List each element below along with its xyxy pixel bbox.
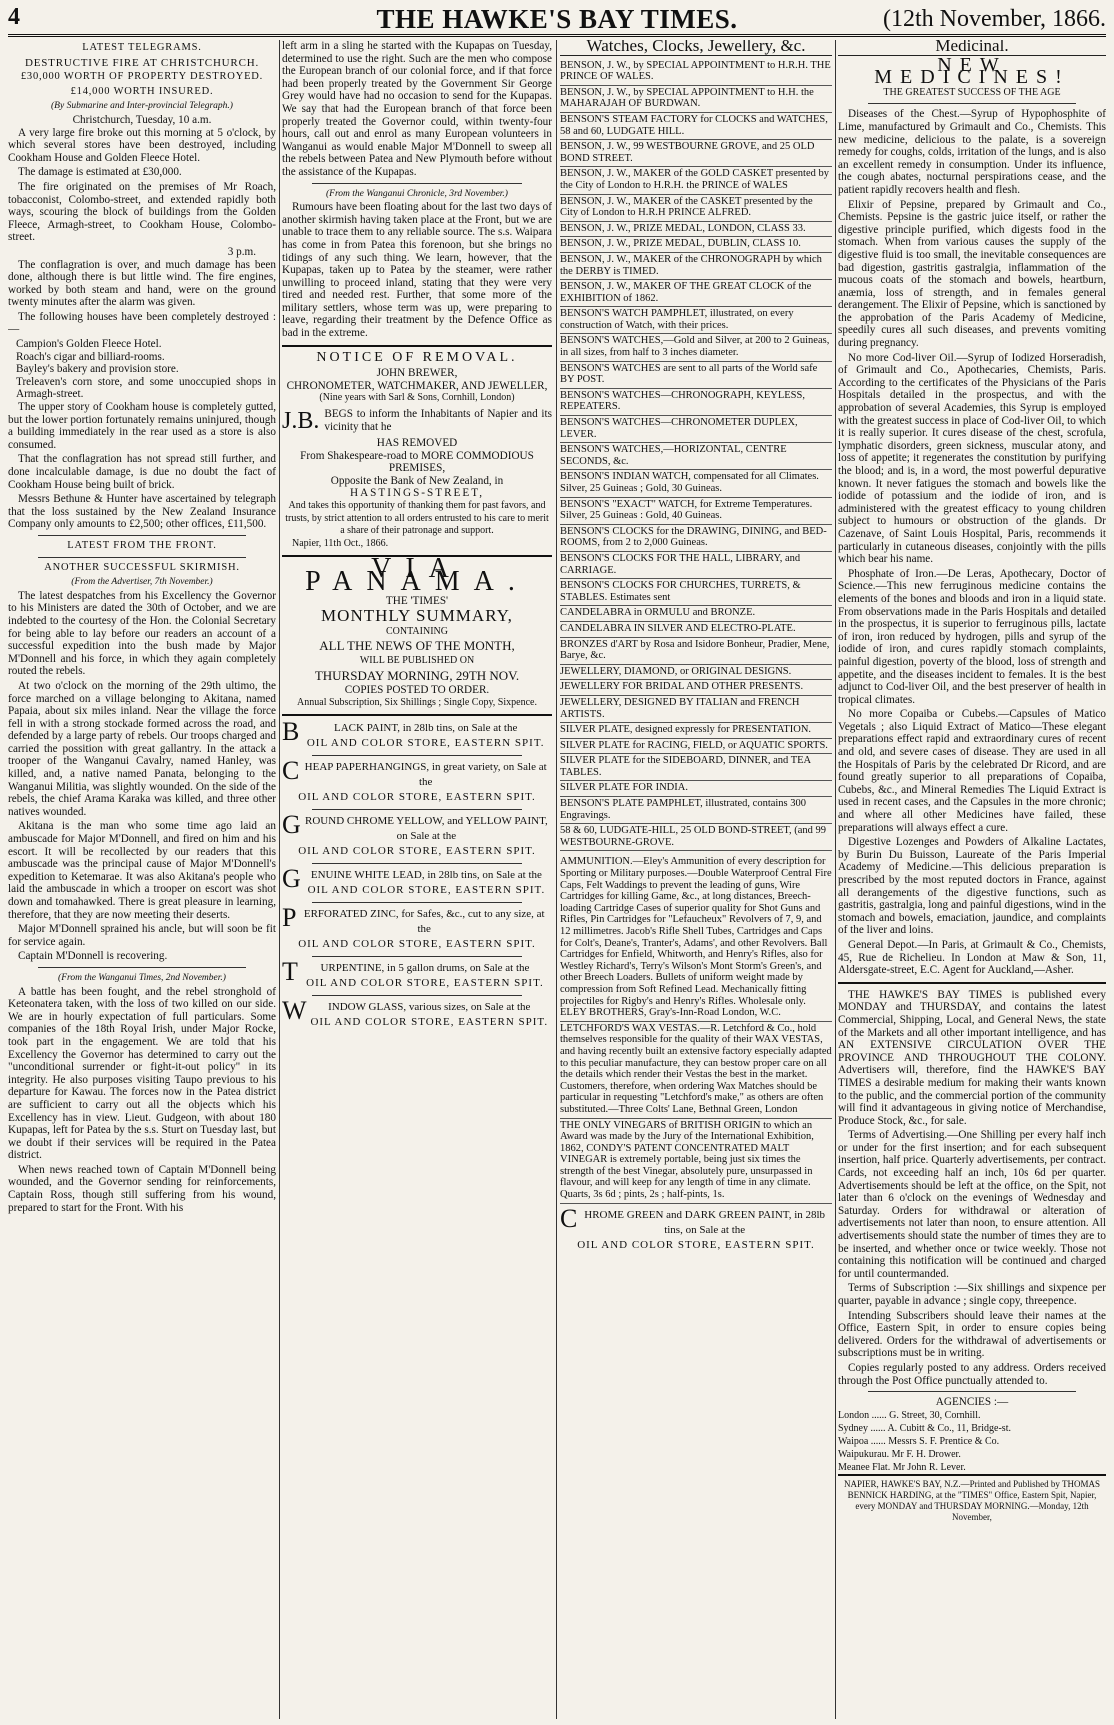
latest-telegrams-heading: LATEST TELEGRAMS. [82,42,202,53]
skirmish-title: ANOTHER SUCCESSFUL SKIRMISH. [44,561,240,573]
terms-paragraph: THE HAWKE'S BAY TIMES is published every MONDAY and THURSDAY, and contains the latest Commercial, Shipping, Local, and General News, the state of the Markets and all other important intelligence, and has AN EXTENSIVE CIRCULATION OVER THE PROVINCE AND THROUGHOUT THE COLONY. Advertisers will, therefore, find the HAWKE'S BAY TIMES a desirable medium for making their wants known to the public, and the commercial portion of the community will find it advantageous in giving notice of Merchandise, Produce Stock, &c., for sale. [838,988,1106,1127]
column-divider [835,40,836,1719]
new-medicines: NEW MEDICINES! [874,53,1070,89]
skirmish-source: (From the Advertiser, 7th November.) [71,577,213,588]
benson-ad: BENSON'S CLOCKS FOR CHURCHES, TURRETS, & STABLES. Estimates sent [560,579,832,606]
wanganui-source: (From the Wanganui Times, 2nd November.) [58,972,226,983]
terms-paragraph: Copies regularly posted to any address. Orders received through the Post Office punctually attended to. [838,1361,1106,1387]
article-paragraph: The fire originated on the premises of Mr Roach, tobacconist, Colombo-street, and extended rapidly both ways, scouring the block of buildings from the Golden Fleece, Armagh-street, to Cookham House, Colombo-street. [8,180,276,244]
medicine-paragraph: Elixir of Pepsine, prepared by Grimault and Co., Chemists. Pepsine is the gastric juice itself, or rather the digestive principle purified, which digests food in the stomach. When from various causes the supply of the digestive fluid is too small, the inevitable consequences are bad digestion, gastritis gastralgia, inflammation of the mucous coats of the stomach and bowels, heartburn, anæmia, loss of strength, and in females general derangement. The Elixir of Pepsine, which is sanctioned by the approbation of the Paris Academy of Medicine, speedily cures all such diseases, and prevents vomiting during pregnancy. [838,198,1106,350]
benson-ad: SILVER PLATE for the SIDEBOARD, DINNER, and TEA TABLES. [560,754,832,781]
article-paragraph: The latest despatches from his Excellency the Governor to his Ministers are dated the 30th of October, and we are indebted to the courtesy of the Hon. the Colonial Secretary for being able to lay before our readers an account of a successful expedition into the bush made by Major M'Donnell and his force, in which they again completely routed the rebels. [8,589,276,678]
benson-ad: BENSON, J. W., MAKER of the GOLD CASKET presented by the City of London to H.R.H. the PRINCE of WALES [560,167,832,194]
article-paragraph: Akitana is the man who some time ago laid an ambuscade for Major M'Donnell, and fired on him and his escort. It will be recollected by our readers that this ambuscade was the principal cause of Major M'Donnell's expedition to Ketemarae. It was also Akitana's people who laid the ambuscade in which a trooper on escort was shot down and tomahawked. There is great pleasure in learning, therefore, that they are now meeting their deserts. [8,820,276,921]
masthead-rule [8,34,1106,37]
benson-ad: BENSON'S CLOCKS for the DRAWING, DINING, and BED-ROOMS, from 2 to 2,000 Guineas. [560,525,832,552]
store-name: OIL AND COLOR STORE, EASTERN SPIT. [307,884,546,897]
article-paragraph: When news reached town of Captain M'Donnell being wounded, and the Governor sending for reinforcements, Captain Ross, though still suffering from his wound, prepared to start for the Front. With his [8,1163,276,1214]
fire-subhead: £30,000 WORTH OF PROPERTY DESTROYED. [20,71,264,83]
removal-notice [282,349,552,551]
agencies-heading: AGENCIES :— [935,1396,1009,1409]
front-heading: LATEST FROM THE FRONT. [67,539,217,551]
store-ad [282,756,552,805]
drop-cap: G [282,810,301,840]
column-notices [282,40,552,1719]
medicine-paragraph: No more Cod-liver Oil.—Syrup of Iodized Horseradish, of Grimault and Co., Apothecaries, Chemists, Paris. According to the certificates of the Physicians of the Paris Hospitals detailed in the prospectus, and with the approbation of several Academies, this Syrup is employed with the greatest success in place of Cod-liver Oil, to which it is really superior. It cures disease of the chest, scrofula, lymphatic disorders, green sickness, muscular atony, and loss of appetite; it regenerates the constitution by purifying the blood; and is, in a word, the most powerful depurative known. It never fatigues the stomach and bowels like the iodide of potassium and the iodide of iron, and is administered with the greatest efficacy to young children subject to humours or obstruction of the glands. Dr Cazenave, of Saint Louis Hospital, Paris, recommends it particularly in cutaneous diseases, conjointly with the pills which bear his name. [838,351,1106,566]
vinegars-ad: THE ONLY VINEGARS of BRITISH ORIGIN to which an Award was made by the Jury of the International Exhibition, 1862, CONDY'S PATENT CONCENTRATED MALT VINEGAR is extremely portable, being just six times the strength of the best Vinegar, absolutely pure, unsurpassed in flavour, and will keep for any length of time in any climate. Quarts, 3s 6d ; pints, 2s ; half-pints, 1s. [560,1119,832,1204]
terms-paragraph: Intending Subscribers should leave their names at the Office, Eastern Spit, in order to ensure copies being delivered. Orders for the withdrawal of advertisements or subscriptions must be in writing. [838,1309,1106,1360]
benson-ad: BENSON, J. W., MAKER of the CASKET presented by the City of London to H.R.H PRINCE ALFRED. [560,195,832,222]
copies-posted: COPIES POSTED TO ORDER. [344,684,490,697]
newspaper-title: THE HAWKE'S BAY TIMES. [376,4,738,34]
benson-ad: BENSON, J. W., by SPECIAL APPOINTMENT to H.H. the MAHARAJAH OF BURDWAN. [560,86,832,113]
agency-item: Meanee Flat. Mr John R. Lever. [838,1461,966,1473]
benson-ad: 58 & 60, LUDGATE-HILL, 25 OLD BOND-STREET, (and 99 WESTBOURNE-GROVE. [560,824,832,851]
benson-ads [560,59,832,852]
list-item: Treleaven's corn store, and some unoccupied shops in Armagh-street. [16,375,276,401]
agencies-list [838,1409,1106,1474]
list-item: Campion's Golden Fleece Hotel. [16,338,162,351]
removal-opposite: Opposite the Bank of New Zealand, in [330,474,504,487]
agency-item: Waipoa ...... Messrs S. F. Prentice & Co. [838,1435,1000,1447]
divider [38,557,246,558]
store-name: OIL AND COLOR STORE, EASTERN SPIT. [577,1238,815,1251]
medicine-paragraphs [838,108,1106,976]
thursday-morning: THURSDAY MORNING, 29TH NOV. [314,667,520,683]
benson-ad: BENSON, J. W., 99 WESTBOURNE GROVE, and 25 OLD BOND STREET. [560,140,832,167]
monthly-summary: MONTHLY SUMMARY, [321,606,513,626]
store-ad [282,717,552,751]
benson-ad: CANDELABRA IN SILVER AND ELECTRO-PLATE. [560,622,832,638]
drop-cap: T [282,957,298,987]
article-paragraph: left arm in a sling he started with the Kupapas on Tuesday, determined to use the right. Such are the men who compose the European branch of our colonial force, and if that force had been properly treated by the Government Sir George Grey would have had no occasion to send for the Kupapas. We say that had the European branch of that force been properly treated the Governor could, within twenty-four hours, call out and enrol as many European volunteers in Wanganui as would enable Major M'Donnell to sweep all the rebels between Patea and New Plymouth before without the assistance of the Kupapas. [282,40,552,178]
article-paragraph: Rumours have been floating about for the last two days of another skirmish having taken place at the Front, but we are unable to trace them to any reliable source. The s.s. Waipara has come in from Patea this forenoon, but she brings no tidings of any such thing. We learn, however, that the Kupapas, taken up to Patea by the steamer, were rather unwilling to proceed inland, stating that they were very tired and needed rest. Further, that some more of the military settlers, whose term was up, were preparing to leave, regarding their treatment by the Defence Office as bad in the extreme. [282,201,552,340]
watches-section-title: Watches, Clocks, Jewellery, &c. [560,40,832,56]
benson-ad: BENSON'S WATCHES—CHRONOMETER DUPLEX, LEVER. [560,416,832,443]
removal-thanks: And takes this opportunity of thanking them for past favors, and trusts, by strict attention to all orders entrusted to his care to merit a share of their patronage and support. [285,500,549,537]
article-paragraph: The following houses have been completely destroyed :— [8,310,276,336]
store-name: OIL AND COLOR STORE, EASTERN SPIT. [298,845,536,858]
benson-ad: SILVER PLATE for RACING, FIELD, or AQUATIC SPORTS. [560,739,832,755]
drop-cap: G [282,864,301,894]
benson-ad: BENSON'S "EXACT" WATCH, for Extreme Temperatures. Silver, 25 Guineas : Gold, 40 Guineas. [560,498,832,525]
medicine-paragraph: Diseases of the Chest.—Syrup of Hypophosphite of Lime, manufactured by Grimault and Co., Chemists. This new medicine, delicious to the palate, is a sovereign remedy for coughs, colds, irritation of the lungs, and is also an excellent remedy in consumption. Under its influence, the cough abates, nocturnal perspirations cease, and the patient rapidly recovers health and flesh. [838,108,1106,196]
divider [312,809,522,810]
removal-name: JOHN BREWER, [376,367,458,380]
column-watches [560,40,832,1719]
divider [38,967,246,968]
benson-ad: BENSON'S WATCHES—CHRONOGRAPH, KEYLESS, REPEATERS. [560,389,832,416]
published: WILL BE PUBLISHED ON [359,654,475,666]
issue-date: (12th November, 1866. [883,6,1106,32]
fire-source: (By Submarine and Inter-provincial Telegraph.) [51,101,233,112]
column-divider [556,40,557,1719]
ad-text: HROME GREEN and DARK GREEN PAINT, in 28lb tins, on Sale at the [584,1208,826,1236]
medicine-paragraph: Phosphate of Iron.—De Leras, Apothecary, Doctor of Science.—This new ferruginous medicine contains the elements of the bones and bloods and iron in a liquid state. From observations made in the Paris Hospitals and detailed in the prospectus, it is superior to ferruginous pills, lactate of iron, iron reduced by hydrogen, pills and syrup of the iodide of iron, and cures rapidly stomach complaints, painful digestion, poverty of the blood, loss of strength and appetite, and the diseases incident to females. It is the best adjunct to Cod-liver Oil, and the best preserver of health in tropical climates. [838,567,1106,706]
store-ad [282,810,552,859]
article-paragraph: The upper story of Cookham house is completely gutted, but the lower portion fortunately remains uninjured, though a building immediately in the rear used as a store is also consumed. [8,401,276,451]
drop-cap: C [282,756,300,786]
store-name: OIL AND COLOR STORE, EASTERN SPIT. [306,977,544,990]
drop-cap: W [282,996,307,1026]
store-ad [282,996,552,1030]
all-news: ALL THE NEWS OF THE MONTH, [319,638,515,654]
divider [312,995,522,996]
masthead [0,4,1114,34]
greatest-success: THE GREATEST SUCCESS OF THE AGE [883,86,1061,98]
benson-ad: JEWELLERY, DIAMOND, or ORIGINAL DESIGNS. [560,665,832,681]
divider [868,1391,1076,1392]
article-paragraph: Captain M'Donnell is recovering. [18,950,168,963]
ad-text: ERFORATED ZINC, for Safes, &c., cut to any size, at the [303,908,545,936]
via-panama: VIA PANAMA. [305,553,529,597]
article-paragraph: At two o'clock on the morning of the 29th ultimo, the force marched on a village belonging to Akitana, named Papaia, about six miles inland. Near the village the force fell in with a strong stockade formed across the road, and defended by a large party of rebels. Our troops charged and carried the possition with great gallantry. In the attack a trooper of the Wanganui Cavalry, named Hanley, was killed, and, a native named Panata, belonging to the Wanganui Militia, was slightly wounded. On the side of the rebels, the chief Arama Karaka was killed, and three other natives wounded. [8,679,276,818]
removal-date: Napier, 11th Oct., 1866. [292,537,389,549]
terms-paragraph: Terms of Subscription :—Six shillings and sixpence per quarter, payable in advance ; single copy, threepence. [838,1282,1106,1307]
benson-ad: BENSON'S STEAM FACTORY for CLOCKS and WATCHES, 58 and 60, LUDGATE HILL. [560,113,832,140]
benson-ad: JEWELLERY, DESIGNED BY ITALIAN and FRENCH ARTISTS. [560,696,832,723]
fire-dateline: Christchurch, Tuesday, 10 a.m. [72,113,212,126]
store-name: OIL AND COLOR STORE, EASTERN SPIT. [298,938,536,951]
list-item: Bayley's bakery and provision store. [16,363,179,376]
store-ad [282,903,552,952]
ad-text: LACK PAINT, in 28lb tins, on Sale at the [334,722,518,735]
ammunition-ad: AMMUNITION.—Eley's Ammunition of every description for Sporting or Military purposes.—Double Waterproof Central Fire Caps, Felt Waddings to prevent the leading of guns, Wire Cartridges for killing Game, &c., at long distances, Breech-loading Cartridge Cases of superior quality for Shot Guns and Rifles, Pin Cartridges for "Lefaucheux" Revolvers of 7, 9, and 12 millimetres. Jacob's Rifle Shell Tubes, Cartridges and Caps for Colt's, Deane's, Tranter's, Adams', and other Revolvers. Ball Cartridges for Enfield, Whitworth, and Henry's Rifles, also for Westley Richard's, Terry's Wilson's Mont Storm's Green's, and other Breech Loaders. Bullets of uniform weight made by compression from Soft Refined Lead. Mechanically fitting projectiles for Rigby's and Henry's Rifles. Wholesale only. ELEY BROTHERS, Gray's-Inn-Road London, W.C. [560,855,832,1021]
subscription: Annual Subscription, Six Shillings ; Single Copy, Sixpence. [297,696,537,708]
imprint: NAPIER, HAWKE'S BAY, N.Z.—Printed and Published by THOMAS BENNICK HARDING, at the "TIMES" Office, Eastern Spit, Napier, every MONDAY and THURSDAY MORNING.—Monday, 12th November, [838,1474,1106,1523]
page-number: 4 [8,4,20,30]
ad-text: URPENTINE, in 5 gallon drums, on Sale at the [320,962,530,975]
removal-has: HAS REMOVED [376,437,458,450]
ad-text: INDOW GLASS, various sizes, on Sale at the [328,1001,531,1014]
drop-cap: B [282,717,300,747]
store-ad [282,864,552,898]
divider [868,103,1076,104]
drop-cap: P [282,903,297,933]
removal-trade: CHRONOMETER, WATCHMAKER, AND JEWELLER, [286,379,548,392]
agency-item: Sydney ...... A. Cubitt & Co., 11, Bridge-st. [838,1422,1011,1434]
list-item: Roach's cigar and billiard-rooms. [16,350,165,363]
chronicle-source: (From the Wanganui Chronicle, 3rd November.) [326,188,508,199]
divider [312,902,522,903]
article-paragraph: A battle has been fought, and the rebel stronghold of Keteonatera taken, with the loss of two killed on our side. We are in hourly expectation of full particulars. Some companies of the 18th Royal Irish, under Major Rocke, took part in the engagement. We are told that his Excellency the Governor has determined to carry out the "unconditional surrender or fight-it-out policy" in its integrity. He also purposes visiting Taupo previous to his departure for Kawau. The forces now in the Patea district are sufficient to carry out all the objects which his Excellency has in view. Lieut. Gudgeon, with about 180 Kupapas, left for Patea by the s.s. Sturt on Tuesday last, but we doubt if their services will be required in the Patea district. [8,985,276,1162]
divider [312,956,522,957]
benson-ad: CANDELABRA in ORMULU and BRONZE. [560,606,832,622]
article-paragraph: That the conflagration has not spread still further, and done incalculable damage, is due no doubt the fact of Cookham House being built of brick. [8,453,276,491]
article-paragraph: Messrs Bethune & Hunter have ascertained by telegraph that the loss sustained by the New Zealand Insurance Company only amounts to £2,500; other offices, £11,500. [8,493,276,531]
divider [838,982,1106,984]
benson-ad: BENSON, J. W., MAKER OF THE GREAT CLOCK of the EXHIBITION of 1862. [560,280,832,307]
store-name: OIL AND COLOR STORE, EASTERN SPIT. [298,791,536,804]
fire-title: DESTRUCTIVE FIRE AT CHRISTCHURCH. [25,56,259,69]
drop-cap: C [560,1203,578,1233]
store-ad [282,957,552,991]
benson-ad: BENSON'S WATCHES,—HORIZONTAL, CENTRE SECONDS, &c. [560,443,832,470]
medicinal-section-title: Medicinal. [838,40,1106,56]
benson-ad: BENSON'S PLATE PAMPHLET, illustrated, contains 300 Engravings. [560,797,832,824]
column-divider [279,40,280,1719]
vestas-ad: LETCHFORD'S WAX VESTAS.—R. Letchford & Co., hold themselves responsible for the quality of their WAX VESTAS, and having recently built an extensive factory especially adapted to this peculiar manufacture, they can bestow proper care on all the details which render their Vestas the best in the market. Customers, therefore, when ordering Wax Matches should be particular in requesting "Letchford's make," as others are often substituted.—Three Colts' Lane, Bethnal Green, London [560,1022,832,1119]
agency-item: Waipukurau. Mr F. H. Drower. [838,1448,961,1460]
benson-ad: BENSON'S CLOCKS FOR THE HALL, LIBRARY, and CARRIAGE. [560,552,832,579]
article-paragraph: The conflagration is over, and much damage has been done, although there is but little wind. The fire engines, worked by both steam and hand, were on the ground twenty minutes after the alarm was given. [8,258,276,309]
benson-ad: SILVER PLATE FOR INDIA. [560,781,832,797]
benson-ad: BENSON'S WATCHES,—Gold and Silver, at 200 to 2 Guineas, in all sizes, from half to 3 inches diameter. [560,334,832,361]
benson-ad: BENSON'S WATCH PAMPHLET, illustrated, on every construction of Watch, with their prices. [560,307,832,334]
containing: CONTAINING [386,625,448,637]
benson-ad: BRONZES d'ART by Rosa and Isidore Bonheur, Pradier, Mene, Barye, &c. [560,638,832,665]
column-news [8,40,276,1719]
column-medicinal [838,40,1106,1719]
divider [312,183,522,184]
store-ads [282,717,552,1030]
medicine-paragraph: No more Copaiba or Cubebs.—Capsules of Matico Vegetals ; also Liquid Extract of Matico—These elegant preparations effect rapid and extraordinary cures of recent and old, and severe cases of disease. They are used in all the Hospitals of Paris by the celebrated Dr Ricord, and are found greatly superior to all preparations of Copaiba, Cubebs, &c., and Mineral Remedies The Liquid Extract is used in recent cases, and the Capsules in the more chronic; and where all other Medicines have failed, these preparations will always effect a cure. [838,708,1106,834]
ad-text: ROUND CHROME YELLOW, and YELLOW PAINT, on Sale at the [305,815,548,843]
medicine-paragraph: Digestive Lozenges and Powders of Alkaline Lactates, by Burin Du Buisson, Laureate of the Paris Imperial Academy of Medicine.—This delicious preparation is prescribed by the most reputed doctors in France, against all derangements of the digestive functions, such as gastritis, gastralgia, long and painful digestions, wind in the stomach and bowels, emaciation, jaundice, and complaints of the liver and loins. [838,836,1106,937]
removal-street: HASTINGS-STREET, [349,487,485,500]
benson-ad: BENSON, J. W., PRIZE MEDAL, LONDON, CLASS 33. [560,222,832,238]
benson-ad: BENSON, J. W., by SPECIAL APPOINTMENT to H.R.H. THE PRINCE OF WALES. [560,59,832,86]
store-name: OIL AND COLOR STORE, EASTERN SPIT. [310,1016,549,1029]
divider [312,863,522,864]
store-name: OIL AND COLOR STORE, EASTERN SPIT. [306,737,545,750]
times-label: THE 'TIMES' [385,594,449,607]
benson-ad: SILVER PLATE, designed expressly for PRESENTATION. [560,723,832,739]
removal-begs: BEGS to inform the Inhabitants of Napier and its vicinity that he [324,408,552,433]
divider [312,755,522,756]
divider [38,535,246,536]
agency-item: London ...... G. Street, 30, Cornhill. [838,1409,981,1421]
fire-subhead: £14,000 WORTH INSURED. [70,85,214,97]
benson-ad: BENSON'S WATCHES are sent to all parts of the World safe BY POST. [560,362,832,389]
terms-paragraph: Terms of Advertising.—One Shilling per every half inch or under for the first insertion; and for each subsequent insertion, half price. Quarterly advertisements, per contract. Cards, not exceeding half an inch, 10s 6d per quarter. Advertisements should be left at the office, on the Spit, not later than 6 o'clock on the evenings of Wednesday and Saturday. Orders for withdrawal or alteration of advertisements not later than noon, to ensure attention. All advertisements should state the number of times they are to be inserted, and whether once or twice weekly. Those not containing this notification will be continued and charged for until countermanded. [838,1129,1106,1280]
divider [282,345,552,347]
fire-time: 3 p.m. [227,245,256,258]
benson-ad: BENSON'S INDIAN WATCH, compensated for all Climates. Silver, 25 Guineas ; Gold, 30 Guineas. [560,470,832,497]
chrome-green-ad [560,1203,832,1253]
divider [282,714,552,716]
benson-ad: BENSON, J. W., MAKER of the CHRONOGRAPH by which the DERBY is TIMED. [560,253,832,280]
benson-ad: BENSON, J. W., PRIZE MEDAL, DUBLIN, CLASS 10. [560,237,832,253]
removal-title: NOTICE OF REMOVAL. [316,349,518,365]
removal-initials: J.B. [282,408,320,435]
publication-terms [838,989,1106,1387]
ad-text: HEAP PAPERHANGINGS, in great variety, on Sale at the [304,761,547,789]
medicine-paragraph: General Depot.—In Paris, at Grimault & Co., Chemists, 45, Rue de Richelieu. In London at Maw & Son, 11, Aldersgate-street, E.C. Agent for Auckland,—Asher. [838,938,1106,977]
removal-years: (Nine years with Sarl & Sons, Cornhill, London) [319,392,515,404]
ad-text: ENUINE WHITE LEAD, in 28lb tins, on Sale at the [310,869,542,882]
removal-from: From Shakespeare-road to MORE COMMODIOUS PREMISES, [300,449,534,475]
benson-ad: JEWELLERY FOR BRIDAL AND OTHER PRESENTS. [560,680,832,696]
article-paragraph: A very large fire broke out this morning at 5 o'clock, by which several stores have been destroyed, including Cookham House and Golden Fleece Hotel. [8,126,276,164]
article-paragraph: Major M'Donnell sprained his ancle, but will soon be fit for service again. [8,923,276,948]
article-paragraph: The damage is estimated at £30,000. [18,166,182,179]
